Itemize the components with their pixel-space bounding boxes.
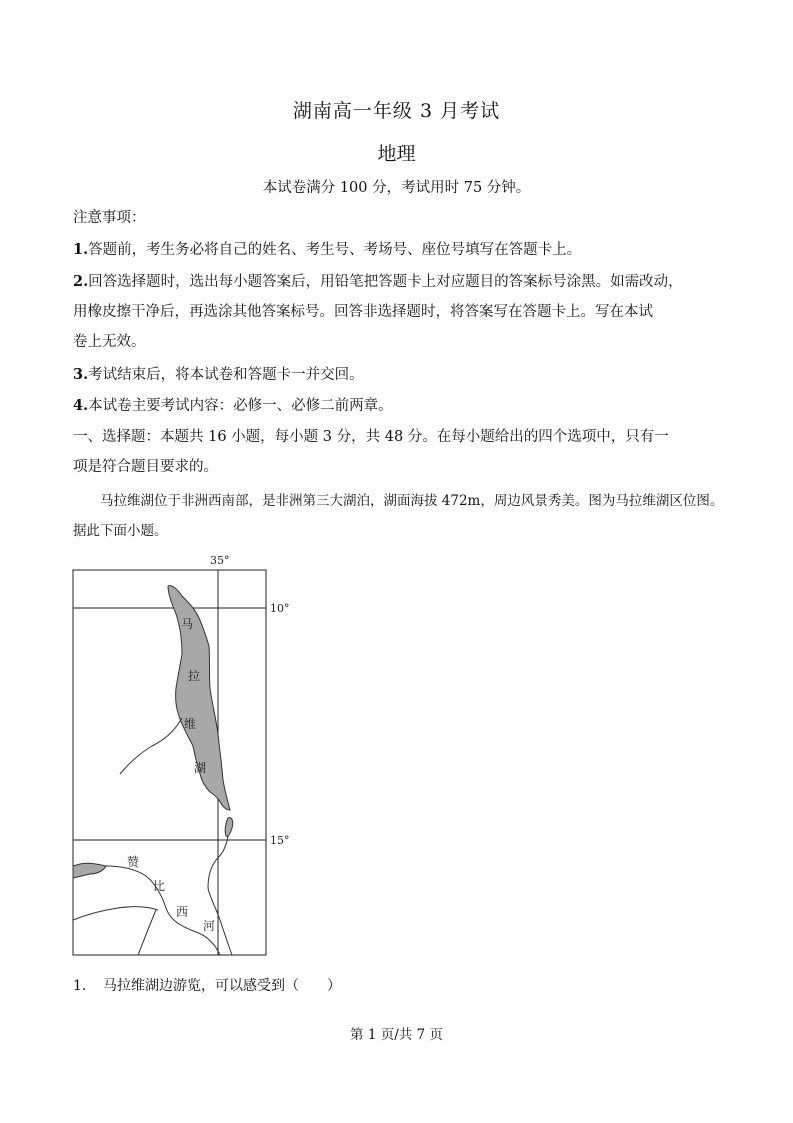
note-num: 2. — [73, 273, 89, 290]
question-1 — [73, 975, 341, 995]
note-num: 1. — [73, 241, 89, 258]
lake-label-char: 马 — [181, 617, 194, 631]
note-text: 回答选择题时，选出每小题答案后，用铅笔把答题卡上对应题目的答案标号涂黑。如需改动， — [88, 274, 683, 290]
question-text: 马拉维湖边游览，可以感受到（ ） — [103, 978, 341, 994]
latitude-label-10: 10° — [270, 602, 290, 615]
river-label-char: 比 — [153, 879, 166, 893]
note-item-2-line3: 卷上无效。 — [73, 334, 146, 350]
river-label-char: 河 — [203, 919, 216, 933]
lake-bottom-left — [73, 863, 106, 878]
passage-line1: 马拉维湖位于非洲西南部，是非洲第三大湖泊，湖面海拔 472m，周边风景秀美。图为马拉维湖区位图。 — [100, 493, 724, 509]
zambezi-tributary-south — [138, 910, 156, 955]
latitude-label-15: 15° — [270, 834, 290, 847]
shire-river — [208, 836, 232, 955]
note-item-2-line2: 用橡皮擦干净后，再选涂其他答案标号。回答非选择题时，将答案写在答题卡上。写在本试 — [73, 304, 653, 320]
note-num: 4. — [73, 397, 89, 414]
exam-title: 湖南高一年级 3 月考试 — [292, 100, 501, 122]
section-heading-line1: 一、选择题：本题共 16 小题，每小题 3 分，共 48 分。在每小题给出的四个选项中，只有一 — [73, 429, 669, 445]
lake-label-char: 拉 — [188, 669, 201, 683]
western-river — [120, 718, 182, 774]
lake-malawi — [168, 586, 230, 810]
lake-label-char: 维 — [184, 717, 197, 731]
section-heading-line2: 项是符合题目要求的。 — [73, 459, 218, 475]
note-item-1 — [73, 240, 733, 260]
river-label-char: 西 — [176, 905, 189, 919]
note-item-3 — [73, 365, 733, 385]
exam-info: 本试卷满分 100 分，考试用时 75 分钟。 — [262, 180, 531, 196]
longitude-label: 35° — [210, 554, 230, 567]
malawi-lake-map — [60, 548, 310, 960]
note-text: 考试结束后，将本试卷和答题卡一并交回。 — [88, 367, 364, 383]
zambezi-tributary-west — [73, 907, 158, 920]
passage-line2: 据此下面小题。 — [73, 523, 168, 539]
lake-label-char: 湖 — [194, 761, 207, 775]
notes-heading: 注意事项： — [73, 210, 146, 226]
question-number: 1. — [73, 978, 87, 994]
note-item-2 — [73, 272, 733, 292]
map-frame — [73, 570, 266, 955]
note-num: 3. — [73, 366, 89, 383]
subject-title: 地理 — [377, 143, 416, 165]
note-text: 本试卷主要考试内容：必修一、必修二前两章。 — [88, 398, 393, 414]
note-item-4 — [73, 396, 733, 416]
river-label-char: 赞 — [127, 855, 140, 869]
page-footer: 第 1 页/共 7 页 — [350, 1027, 443, 1043]
lake-south-tip — [225, 818, 233, 837]
note-text: 答题前，考生务必将自己的姓名、考生号、考场号、座位号填写在答题卡上。 — [88, 242, 582, 258]
